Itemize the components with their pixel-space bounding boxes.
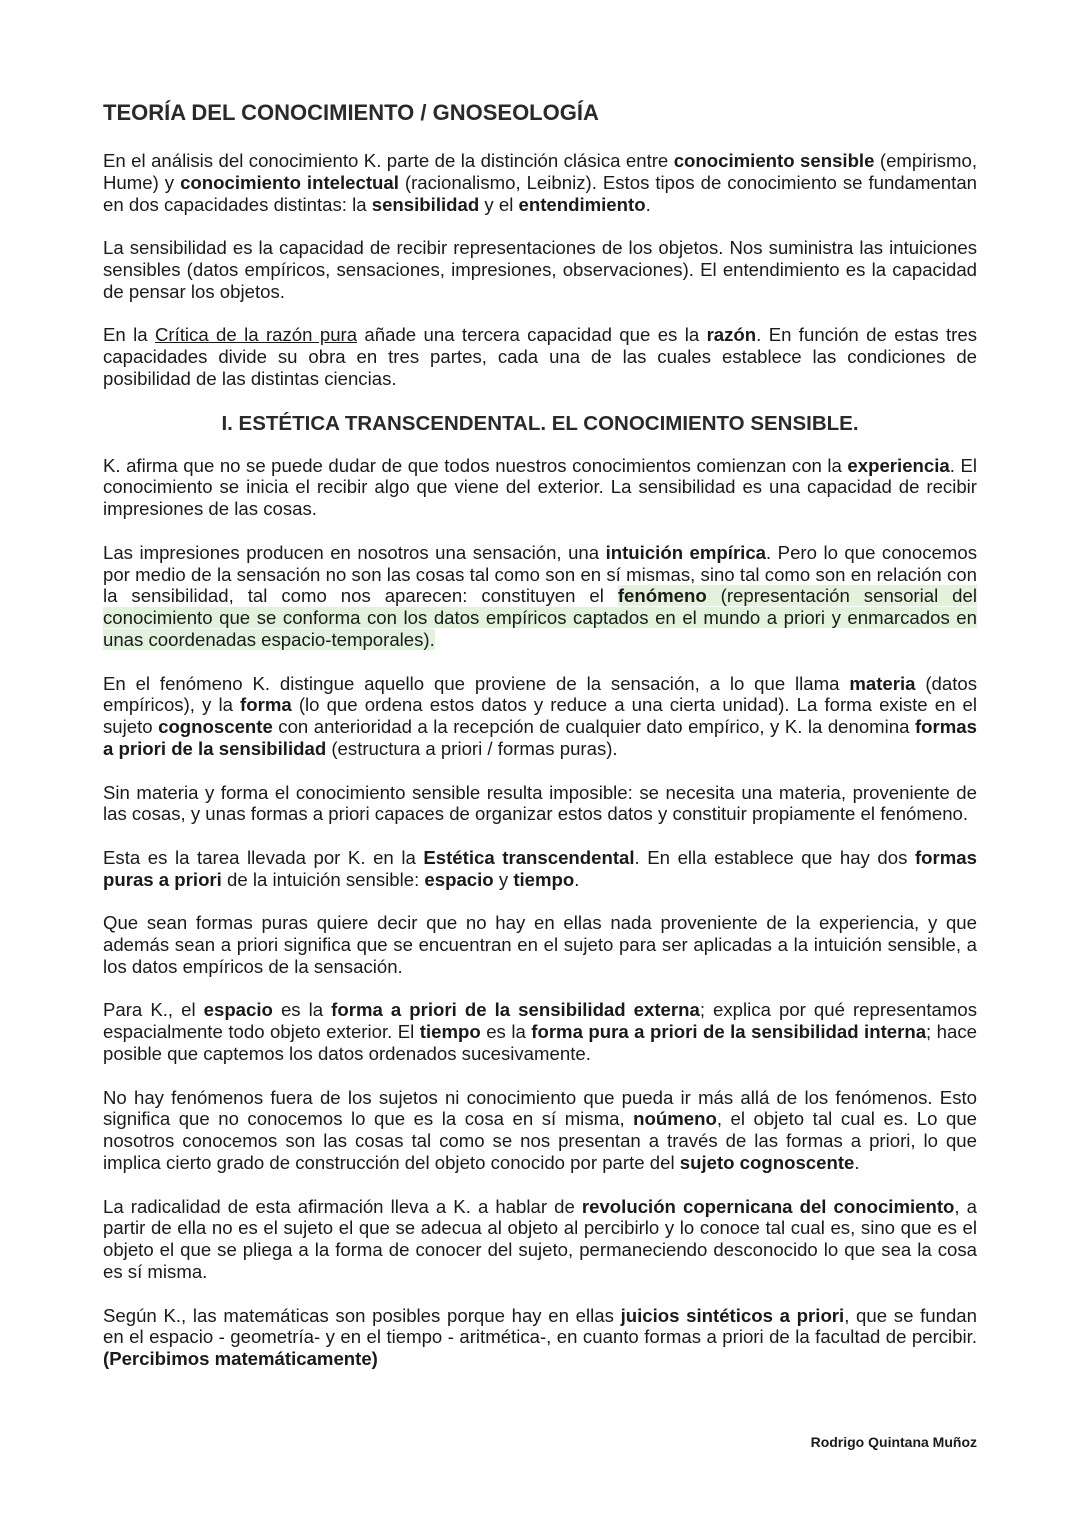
section-paragraph-8: No hay fenómenos fuera de los sujetos ni conocimiento que pueda ir más allá de los fenómenos. Esto significa que no conocemos lo que es la cosa en sí misma, noúmeno, el objeto tal cual es. Lo que nosotros conocemos son las cosas tal como se nos presentan a través de las formas a priori, lo que implica cierto grado de construcción del objeto conocido por parte del sujeto cognoscente. bbox=[103, 1086, 977, 1174]
section-paragraph-3: En el fenómeno K. distingue aquello que proviene de la sensación, a lo que llama materia (datos empíricos), y la forma (lo que ordena estos datos y reduce a una cierta unidad). La forma existe en el sujeto cognoscente con anterioridad a la recepción de cualquier dato empírico, y K. la denomina formas a priori de la sensibilidad (estructura a priori / formas puras). bbox=[103, 672, 978, 759]
section-paragraph-5: Esta es la tarea llevada por K. en la Estética transcendental. En ella establece que hay dos formas puras a priori de la intuición sensible: espacio y tiempo. bbox=[103, 846, 977, 890]
author-signature: Rodrigo Quintana Muñoz bbox=[810, 1434, 977, 1450]
section-paragraph-4: Sin materia y forma el conocimiento sensible resulta imposible: se necesita una materia, proveniente de las cosas, y unas formas a priori capaces de organizar estos datos y constituir propiamente el fenómeno. bbox=[103, 781, 977, 825]
highlighted-text: (representación sensorial del conocimiento que se conforma con los datos empíricos captados en el mundo a priori y enmarcados en unas coordenadas espacio-temporales). bbox=[103, 585, 977, 650]
highlighted-term: fenómeno bbox=[617, 585, 707, 607]
section-paragraph-6: Que sean formas puras quiere decir que no hay en ellas nada proveniente de la experiencia, y que además sean a priori significa que se encuentran en el sujeto para ser aplicadas a la intuición sensible, a los datos empíricos de la sensación. bbox=[103, 912, 977, 977]
section-paragraph-1: K. afirma que no se puede dudar de que todos nuestros conocimientos comienzan con la experiencia. El conocimiento se inicia el recibir algo que viene del exterior. La sensibilidad es una capacidad de recibir impresiones de las cosas. bbox=[103, 454, 977, 520]
page-title: TEORÍA DEL CONOCIMIENTO / GNOSEOLOGÍA bbox=[103, 100, 599, 125]
intro-paragraph-1: En el análisis del conocimiento K. parte de la distinción clásica entre conocimiento sensible (empirismo, Hume) y conocimiento intelectual (racionalismo, Leibniz). Estos tipos de conocimiento se fundamentan en dos capacidades distintas: la sensibilidad y el entendimiento. bbox=[103, 150, 978, 215]
section-paragraph-7: Para K., el espacio es la forma a priori de la sensibilidad externa; explica por qué representamos espacialmente todo objeto exterior. El tiempo es la forma pura a priori de la sensibilidad interna; hace posible que captemos los datos ordenados sucesivamente. bbox=[103, 999, 978, 1065]
section-heading: I. ESTÉTICA TRANSCENDENTAL. EL CONOCIMIENTO SENSIBLE. bbox=[221, 411, 859, 435]
section-paragraph-9: La radicalidad de esta afirmación lleva a K. a hablar de revolución copernicana del conocimiento, a partir de ella no es el sujeto el que se adecua al objeto al percibirlo y lo conoce tal cual es, sino que es el objeto el que se pliega a la forma de conocer del sujeto, permaneciendo desconocido lo que sea la cosa es sí misma. bbox=[103, 1195, 978, 1283]
section-paragraph-10: Según K., las matemáticas son posibles porque hay en ellas juicios sintéticos a priori, que se fundan en el espacio - geometría- y en el tiempo - aritmética-, en cuanto formas a priori de la facultad de percibir. (Percibimos matemáticamente) bbox=[103, 1304, 977, 1370]
book-title-link: Crítica de la razón pura bbox=[154, 324, 358, 346]
document-page bbox=[103, 100, 977, 1392]
intro-paragraph-2: La sensibilidad es la capacidad de recibir representaciones de los objetos. Nos suministra las intuiciones sensibles (datos empíricos, sensaciones, impresiones, observaciones). El entendimiento es la capacidad de pensar los objetos. bbox=[103, 237, 977, 302]
intro-paragraph-3: En la Crítica de la razón pura añade una tercera capacidad que es la razón. En función de estas tres capacidades divide su obra en tres partes, cada una de las cuales establece las condiciones de posibilidad de las distintas ciencias. bbox=[103, 324, 978, 389]
section-paragraph-2: Las impresiones producen en nosotros una sensación, una intuición empírica. Pero lo que conocemos por medio de la sensación no son las cosas tal como son en sí mismas, sino tal como son en relación con la sensibilidad, tal como nos aparecen: constituyen el fenómeno (representación sensorial del conocimiento que se conforma con los datos empíricos captados en el mundo a priori y enmarcados en unas coordenadas espacio-temporales). bbox=[103, 541, 977, 650]
